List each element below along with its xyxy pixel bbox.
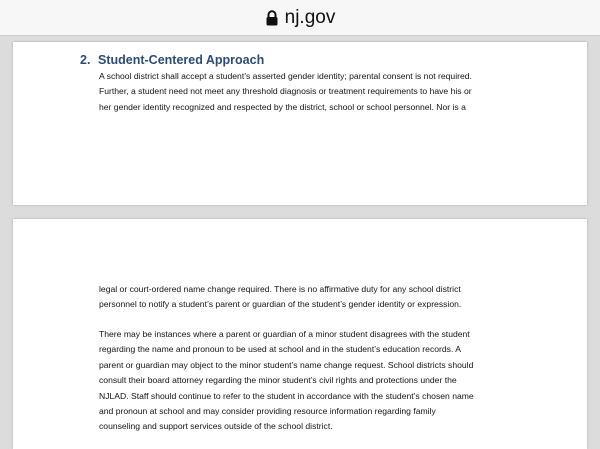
- text-line: There may be instances where a parent or guardian of a minor student disagrees with the student: [99, 329, 470, 339]
- url-display[interactable]: [265, 7, 336, 29]
- text-line: NJLAD. Staff should continue to refer to the student in accordance with the student’s chosen name: [99, 390, 474, 401]
- text-line: her gender identity recognized and respected by the district, school or school personnel. Nor is a: [99, 101, 466, 112]
- text-line: Further, a student need not meet any threshold diagnosis or treatment requirements to have his or: [99, 86, 472, 97]
- text-line: regarding the name and pronoun to be used at school and in the student’s education records. A: [99, 344, 461, 355]
- document-page-2: [13, 219, 587, 449]
- text-line: counseling and support services outside of the school district.: [99, 421, 333, 432]
- document-page-1: [13, 42, 587, 205]
- section-title: Student-Centered Approach: [98, 53, 265, 67]
- lock-icon: [265, 10, 279, 26]
- paragraph: [99, 69, 559, 115]
- url-text: nj.gov: [284, 6, 336, 28]
- text-line: personnel to notify a student’s parent or guardian of the student’s gender identity or expression.: [99, 299, 462, 310]
- section-heading: [80, 53, 264, 67]
- text-line: parent or guardian may object to the minor student’s name change request. School districts should: [99, 359, 474, 370]
- section-number: 2.: [80, 53, 91, 67]
- text-line: and pronoun at school and may consider providing resource information regarding family: [99, 406, 436, 417]
- address-bar[interactable]: [0, 0, 600, 36]
- paragraph: [99, 327, 559, 435]
- text-line: consult their board attorney regarding the minor student’s civil rights and protections under the: [99, 375, 457, 386]
- text-line: A school district shall accept a student’s asserted gender identity; parental consent is not required.: [99, 71, 472, 81]
- paragraph: [99, 282, 559, 313]
- text-line: legal or court-ordered name change required. There is no affirmative duty for any school district: [99, 284, 461, 294]
